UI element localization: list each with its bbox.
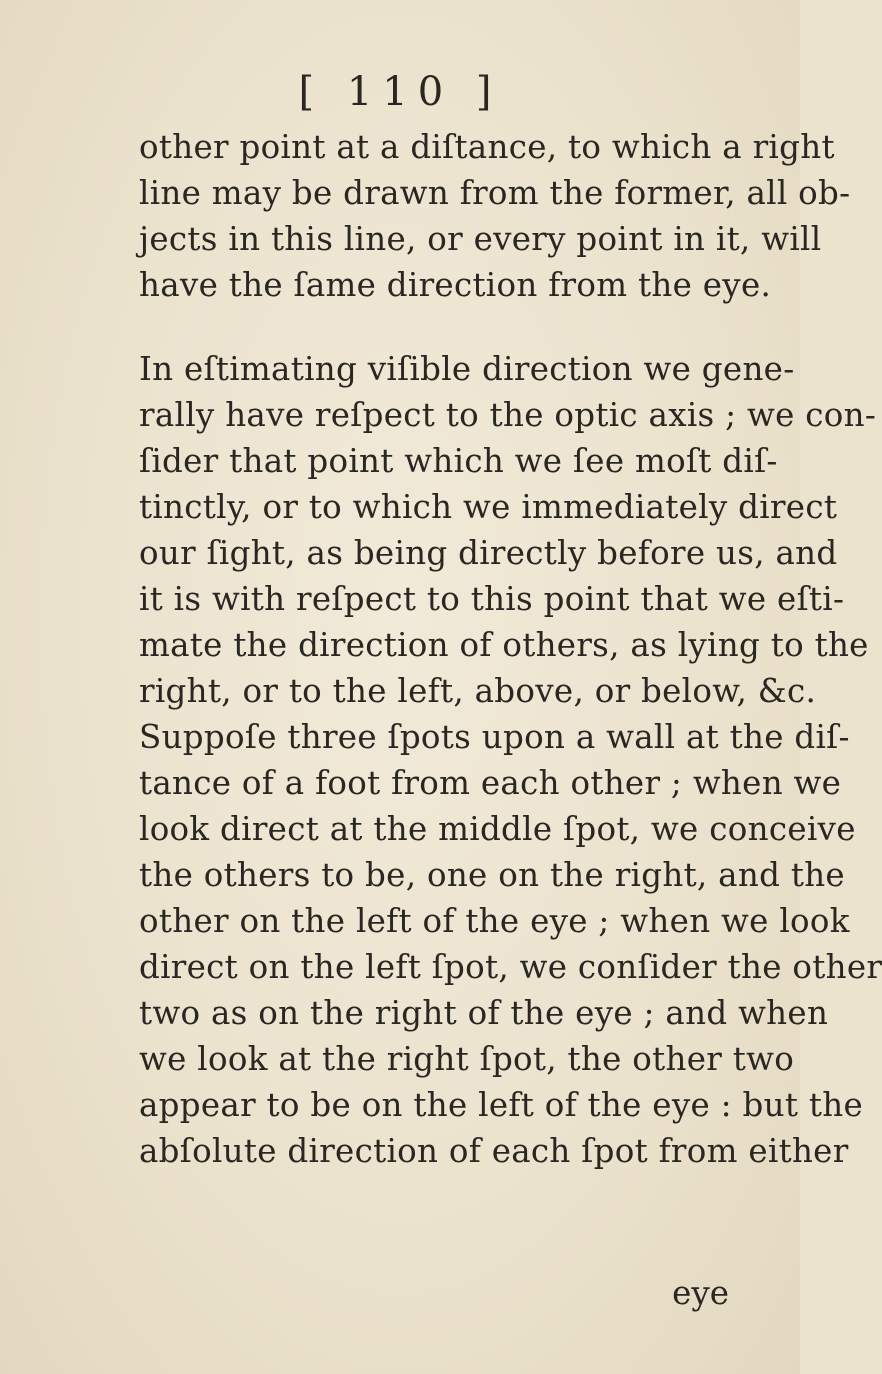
- text-line: line may be drawn from the former, all ob-: [139, 174, 851, 212]
- text-line: right, or to the left, above, or below, &c.: [139, 672, 817, 710]
- text-line: appear to be on the left of the eye : but the: [139, 1086, 863, 1124]
- text-line: have the ſame direction from the eye.: [139, 266, 772, 304]
- page-number: [ 110 ]: [298, 69, 502, 115]
- text-line: it is with reſpect to this point that we eſti-: [139, 580, 845, 618]
- text-line: tance of a foot from each other ; when we: [139, 764, 842, 802]
- text-line: mate the direction of others, as lying to the: [139, 626, 869, 664]
- body-text: [139, 124, 882, 1174]
- text-line: the others to be, one on the right, and the: [139, 856, 845, 894]
- text-line: our ſight, as being directly before us, and: [139, 534, 838, 572]
- text-line: other point at a diſtance, to which a right: [139, 128, 835, 166]
- text-line: rally have reſpect to the optic axis ; we con-: [139, 396, 877, 434]
- text-line: In eſtimating viſible direction we gene-: [139, 350, 795, 388]
- text-line: two as on the right of the eye ; and when: [139, 994, 829, 1032]
- text-line: abſolute direction of each ſpot from either: [139, 1132, 849, 1170]
- text-line: jects in this line, or every point in it, will: [139, 220, 822, 258]
- text-line: look direct at the middle ſpot, we conceive: [139, 810, 856, 848]
- paragraph-gap: [139, 308, 729, 346]
- text-line: Suppoſe three ſpots upon a wall at the diſ-: [139, 718, 850, 756]
- text-line: other on the left of the eye ; when we look: [139, 902, 850, 940]
- catchword: eye: [672, 1274, 729, 1312]
- text-line: ſider that point which we ſee moſt diſ-: [139, 442, 778, 480]
- text-line: we look at the right ſpot, the other two: [139, 1040, 795, 1078]
- text-line: direct on the left ſpot, we conſider the other: [139, 948, 882, 986]
- text-line: tinctly, or to which we immediately direct: [139, 488, 838, 526]
